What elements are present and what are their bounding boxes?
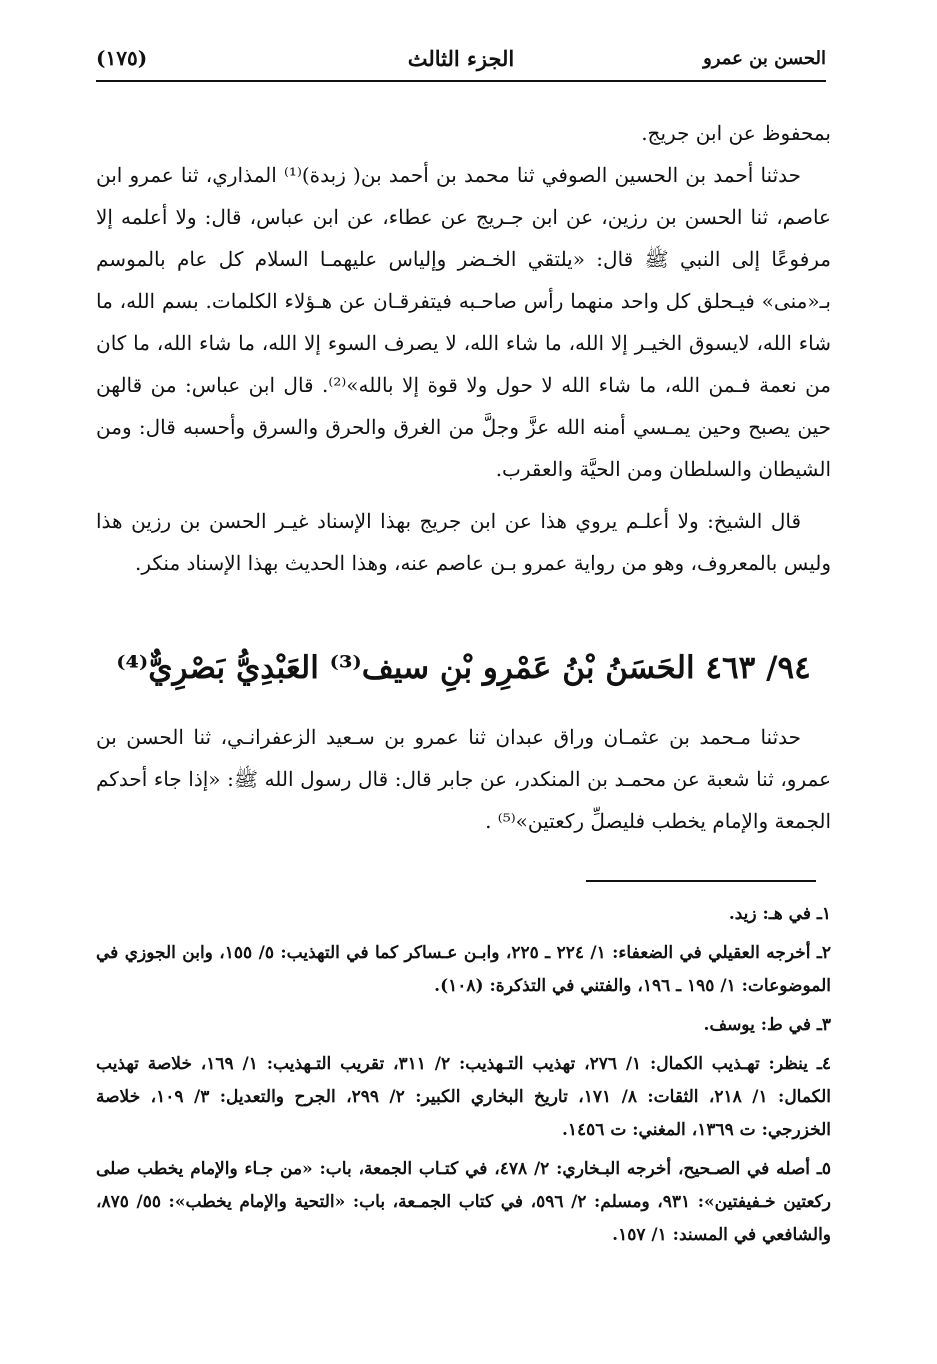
paragraph-sheikh-comment: قال الشيخ: ولا أعلـم يروي هذا عن ابن جريج بهذا الإسناد غيـر الحسن بن رزين هذا وليس بالمعروف، وهو من رواية عمرو بـن عاصم عنه، وهذا الحديث بهذا الإسناد منكر. [96,509,831,575]
main-text [96,112,831,584]
footnote-divider [586,880,816,882]
paragraph-hadith-khidr: حدثنا أحمد بن الحسين الصوفي ثنا محمد بن أحمد بن( زبدة)⁽¹⁾ المذاري، ثنا عمرو ابن عاصم، ثنا الحسن بن رزين، عن ابن جـريج عن عطاء، عن ابن عباس، قال: ولا أعلمه إلا مرفوعًا إلى النبي ﷺ قال: «يلتقي الخـضر وإلياس عليهمـا السلام كل عام بالموسم بـ«منى» فيـحلق كل واحد منهما رأس صاحـبه فيتفرقـان عن هـؤلاء الكلمات. بسم الله، ما شاء الله، لايسوق الخيـر إلا الله، ما شاء الله، لا يصرف السوء إلا الله، ما شاء الله، ما كان من نعمة فـمن الله، ما شاء الله لا حول ولا قوة إلا بالله»⁽²⁾. قال ابن عباس: من قالهن حين يصبح وحين يمـسي أمنه الله عزَّ وجلَّ من الغرق والحرق والسرق وأحسبه قال: ومن الشيطان والسلطان ومن الحيَّة والعقرب. [96,163,832,481]
entry-heading: ٩٤/ ٤٦٣ الحَسَنُ بْنُ عَمْرِو بْنِ سيف⁽³⁾ العَبْدِيُّ بَصْرِيٌّ⁽⁴⁾ [116,650,811,686]
footnotes [96,898,831,1258]
page-header [96,36,826,82]
footnote-1: ١ـ في هـ: زيد. [728,904,831,924]
footnote-3: ٣ـ في ط: يوسف. [703,1015,831,1035]
footnote-5: ٥ـ أصله في الصـحيح، أخرجه البـخاري: ٢/ ٤٧٨، في كتـاب الجمعة، باب: «من جـاء والإمام يخطب صلى ركعتين خـفيفتين»: ٩٣١، ومسلم: ٢/ ٥٩٦، في كتاب الجمـعة، باب: «التحية والإمام يخطب»: ٥٥/ ٨٧٥، والشافعي في المسند: ١/ ١٥٧. [96,1159,831,1245]
page-number: (١٧٥) [96,46,148,70]
footnote-4: ٤ـ ينظر: تهـذيب الكمال: ١/ ٢٧٦، تهذيب التـهذيب: ٢/ ٣١١، تقريب التـهذيب: ١/ ١٦٩، خلاصة تهذيب الكمال: ١/ ٢١٨، الثقات: ٨/ ١٧١، تاريخ البخاري الكبير: ٢/ ٢٩٩، الجرح والتعديل: ٣/ ١٠٩، خلاصة الخزرجي: ت ١٣٦٩، المغني: ت ١٤٥٦. [96,1054,831,1140]
running-title: الحسن بن عمرو [703,47,826,69]
footnote-2: ٢ـ أخرجه العقيلي في الضعفاء: ١/ ٢٢٤ ـ ٢٢٥، وابـن عـساكر كما في التهذيب: ٥/ ١٥٥، وابن الجوزي في الموضوعات: ١/ ١٩٥ ـ ١٩٦، والفتني في التذكرة: (١٠٨). [96,943,831,996]
entry-hadith [96,716,831,842]
paragraph-continuation: بمحفوظ عن ابن جريج. [641,121,831,145]
part-title: الجزء الثالث [407,45,515,71]
paragraph-hadith-jumuah: حدثنا مـحمد بن عثمـان وراق عبدان ثنا عمرو بن سـعيد الزعفرانـي، ثنا الحسن بن عمرو، ثنا شعبة عن محمـد بن المنكدر، عن جابر قال: قال رسول الله ﷺ: «إذا جاء أحدكم الجمعة والإمام يخطب فليصلِّ ركعتين»⁽⁵⁾ . [96,725,831,833]
